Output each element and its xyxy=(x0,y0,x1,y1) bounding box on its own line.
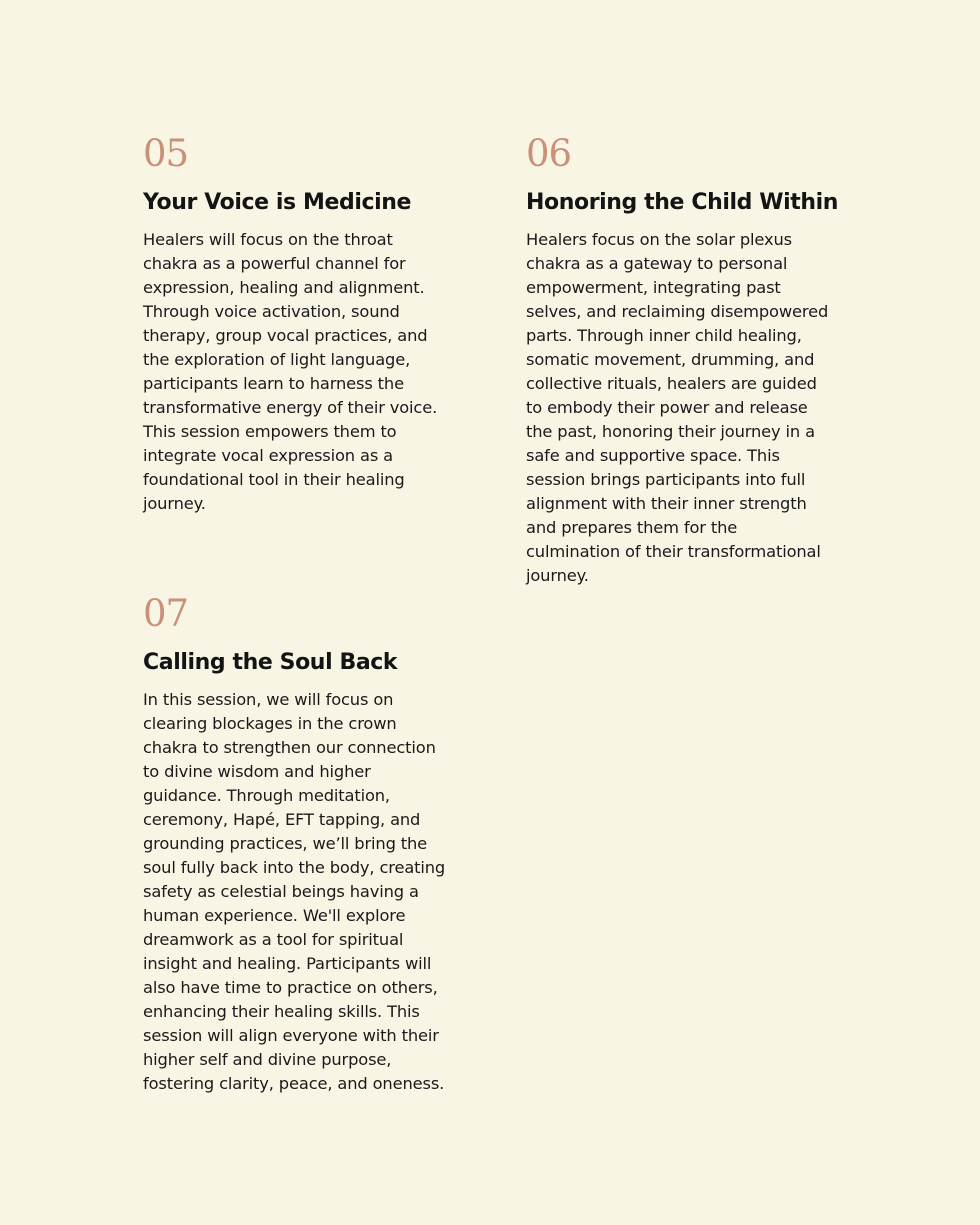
session-number: 06 xyxy=(526,132,572,175)
description-line: higher self and divine purpose, xyxy=(143,1050,392,1069)
description-line: Healers will focus on the throat xyxy=(143,230,393,249)
description-line: empowerment, integrating past xyxy=(526,278,781,297)
description-line: the past, honoring their journey in a xyxy=(526,422,815,441)
description-line: Healers focus on the solar plexus xyxy=(526,230,792,249)
description-line: participants learn to harness the xyxy=(143,374,404,393)
description-line: expression, healing and alignment. xyxy=(143,278,425,297)
description-line: In this session, we will focus on xyxy=(143,690,394,709)
description-line: chakra as a gateway to personal xyxy=(526,254,788,273)
description-line: collective rituals, healers are guided xyxy=(526,374,817,393)
description-line: session brings participants into full xyxy=(526,470,806,489)
description-line: integrate vocal expression as a xyxy=(143,446,394,465)
description-line: selves, and reclaiming disempowered xyxy=(526,302,829,321)
description-line: soul fully back into the body, creating xyxy=(143,858,446,877)
description-line: culmination of their transformational xyxy=(526,542,821,561)
description-line: journey. xyxy=(526,566,589,585)
session-06 xyxy=(526,132,846,588)
description-line: fostering clarity, peace, and oneness. xyxy=(143,1074,445,1093)
description-line: also have time to practice on others, xyxy=(143,978,438,997)
description-line: This session empowers them to xyxy=(143,422,397,441)
description-line: to embody their power and release xyxy=(526,398,808,417)
description-line: human experience. We'll explore xyxy=(143,906,406,925)
description-line: and prepares them for the xyxy=(526,518,738,537)
description-line: Through voice activation, sound xyxy=(143,302,400,321)
description-line: transformative energy of their voice. xyxy=(143,398,438,417)
session-description xyxy=(526,228,846,588)
description-line: alignment with their inner strength xyxy=(526,494,807,513)
session-description xyxy=(143,228,463,516)
description-line: somatic movement, drumming, and xyxy=(526,350,815,369)
description-line: foundational tool in their healing xyxy=(143,470,405,489)
session-description xyxy=(143,688,463,1096)
session-title: Honoring the Child Within xyxy=(526,190,839,215)
description-line: dreamwork as a tool for spiritual xyxy=(143,930,404,949)
description-line: safety as celestial beings having a xyxy=(143,882,419,901)
description-line: therapy, group vocal practices, and xyxy=(143,326,428,345)
description-line: the exploration of light language, xyxy=(143,350,411,369)
session-number: 05 xyxy=(143,132,189,175)
description-line: grounding practices, we’ll bring the xyxy=(143,834,428,853)
session-07 xyxy=(143,592,463,1096)
description-line: safe and supportive space. This xyxy=(526,446,780,465)
session-title: Your Voice is Medicine xyxy=(143,190,412,215)
description-line: guidance. Through meditation, xyxy=(143,786,390,805)
description-line: chakra to strengthen our connection xyxy=(143,738,436,757)
description-line: journey. xyxy=(143,494,206,513)
description-line: parts. Through inner child healing, xyxy=(526,326,802,345)
description-line: insight and healing. Participants will xyxy=(143,954,432,973)
description-line: to divine wisdom and higher xyxy=(143,762,371,781)
description-line: enhancing their healing skills. This xyxy=(143,1002,420,1021)
description-line: clearing blockages in the crown xyxy=(143,714,397,733)
session-title: Calling the Soul Back xyxy=(143,650,398,675)
description-line: session will align everyone with their xyxy=(143,1026,439,1045)
description-line: ceremony, Hapé, EFT tapping, and xyxy=(143,810,421,829)
session-05 xyxy=(143,132,463,516)
description-line: chakra as a powerful channel for xyxy=(143,254,406,273)
session-number: 07 xyxy=(143,592,189,635)
